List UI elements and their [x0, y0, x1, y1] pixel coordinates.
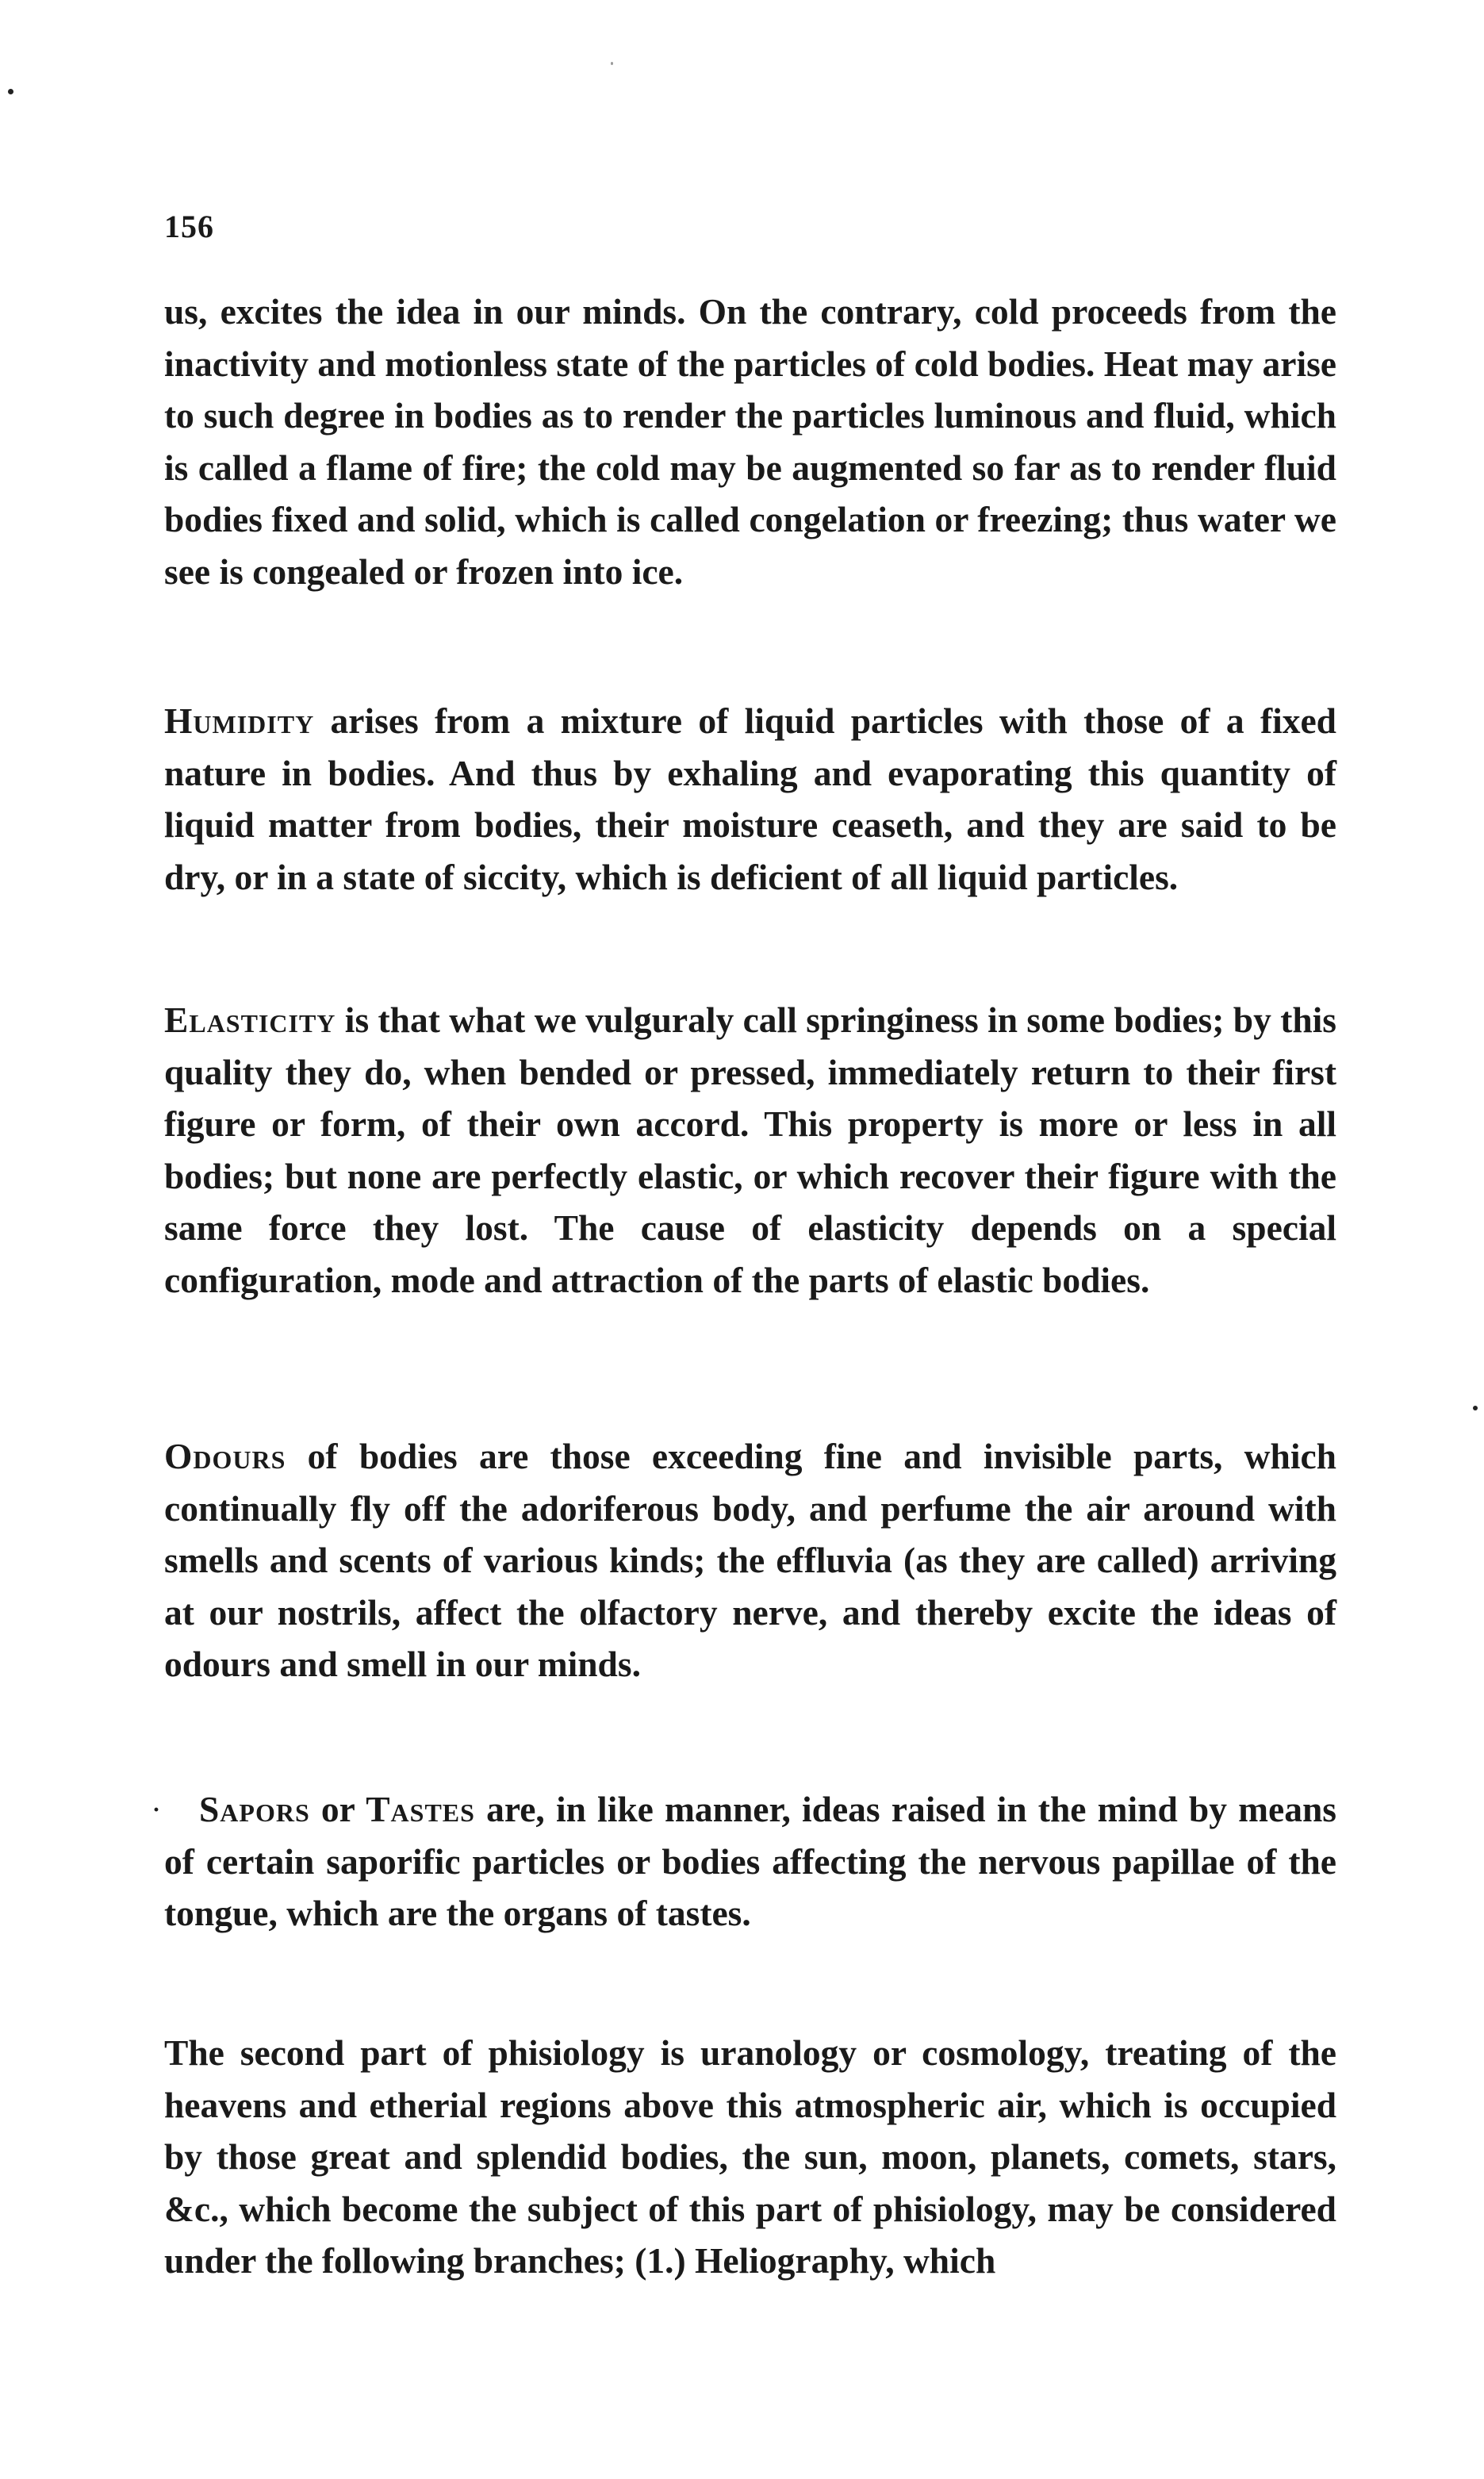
- term-elasticity: Elasticity: [164, 1000, 336, 1040]
- paragraph-body: arises from a mixture of liquid particles with those of a fixed nature in bodies. And thus by exhaling and evaporating this quantity of liquid matter from bodies, their moisture ceaseth, and they are said to be dry, or in a state of siccity, which is deficient of all liquid particles.: [164, 700, 1336, 897]
- paragraph-odours: [164, 1430, 1336, 1690]
- term-sapors: Sapors: [199, 1789, 310, 1829]
- ink-speck: [1473, 1406, 1478, 1410]
- paragraph-connector: or: [309, 1789, 366, 1829]
- paragraph-body: The second part of phisiology is uranology or cosmology, treating of the heavens and etherial regions above this atmospheric air, which is occupied by those great and splendid bodies, the sun, moon, planets, comets, stars, &c., which become the subject of this part of phisiology, may be considered under the following branches; (1.) Heliography, which: [164, 2032, 1336, 2281]
- paragraph-body: us, excites the idea in our minds. On the contrary, cold proceeds from the inactivity and motionless state of the particles of cold bodies. Heat may arise to such degree in bodies as to render the particles luminous and fluid, which is called a flame of fire; the cold may be augmented so far as to render fluid bodies fixed and solid, which is called congelation or freezing; thus water we see is congealed or frozen into ice.: [164, 291, 1336, 592]
- paragraph-elasticity: [164, 994, 1336, 1306]
- paragraph-body: is that what we vulguraly call springiness in some bodies; by this quality they do, when bended or pressed, immediately return to their first figure or form, of their own accord. This property is more or less in all bodies; but none are perfectly elastic, or which recover their figure with the same force they lost. The cause of elasticity depends on a special configuration, mode and attraction of the parts of elastic bodies.: [164, 1000, 1336, 1300]
- term-humidity: Humidity: [164, 700, 315, 741]
- term-odours: Odours: [164, 1436, 286, 1476]
- paragraph-sapors: [164, 1783, 1336, 1940]
- term-tastes: Tastes: [366, 1789, 475, 1829]
- paragraph-body: of bodies are those exceeding fine and invisible parts, which continually fly off the adoriferous body, and perfume the air around with smells and scents of various kinds; the effluvia (as they are called) arriving at our nostrils, affect the olfactory nerve, and thereby excite the ideas of odours and smell in our minds.: [164, 1436, 1336, 1684]
- paragraph-humidity: [164, 695, 1336, 903]
- page-number: 156: [164, 209, 214, 244]
- margin-mark: ·: [152, 1797, 161, 1823]
- ink-speck: [611, 62, 613, 65]
- paragraph-uranology: [164, 2027, 1336, 2287]
- paragraph-heat-cold: [164, 286, 1336, 597]
- ink-speck: [8, 89, 13, 94]
- paragraph-body: are, in like manner, ideas raised in the mind by means of certain saporific particles or bodies affecting the nervous papillae of the tongue, which are the organs of tastes.: [164, 1789, 1336, 1933]
